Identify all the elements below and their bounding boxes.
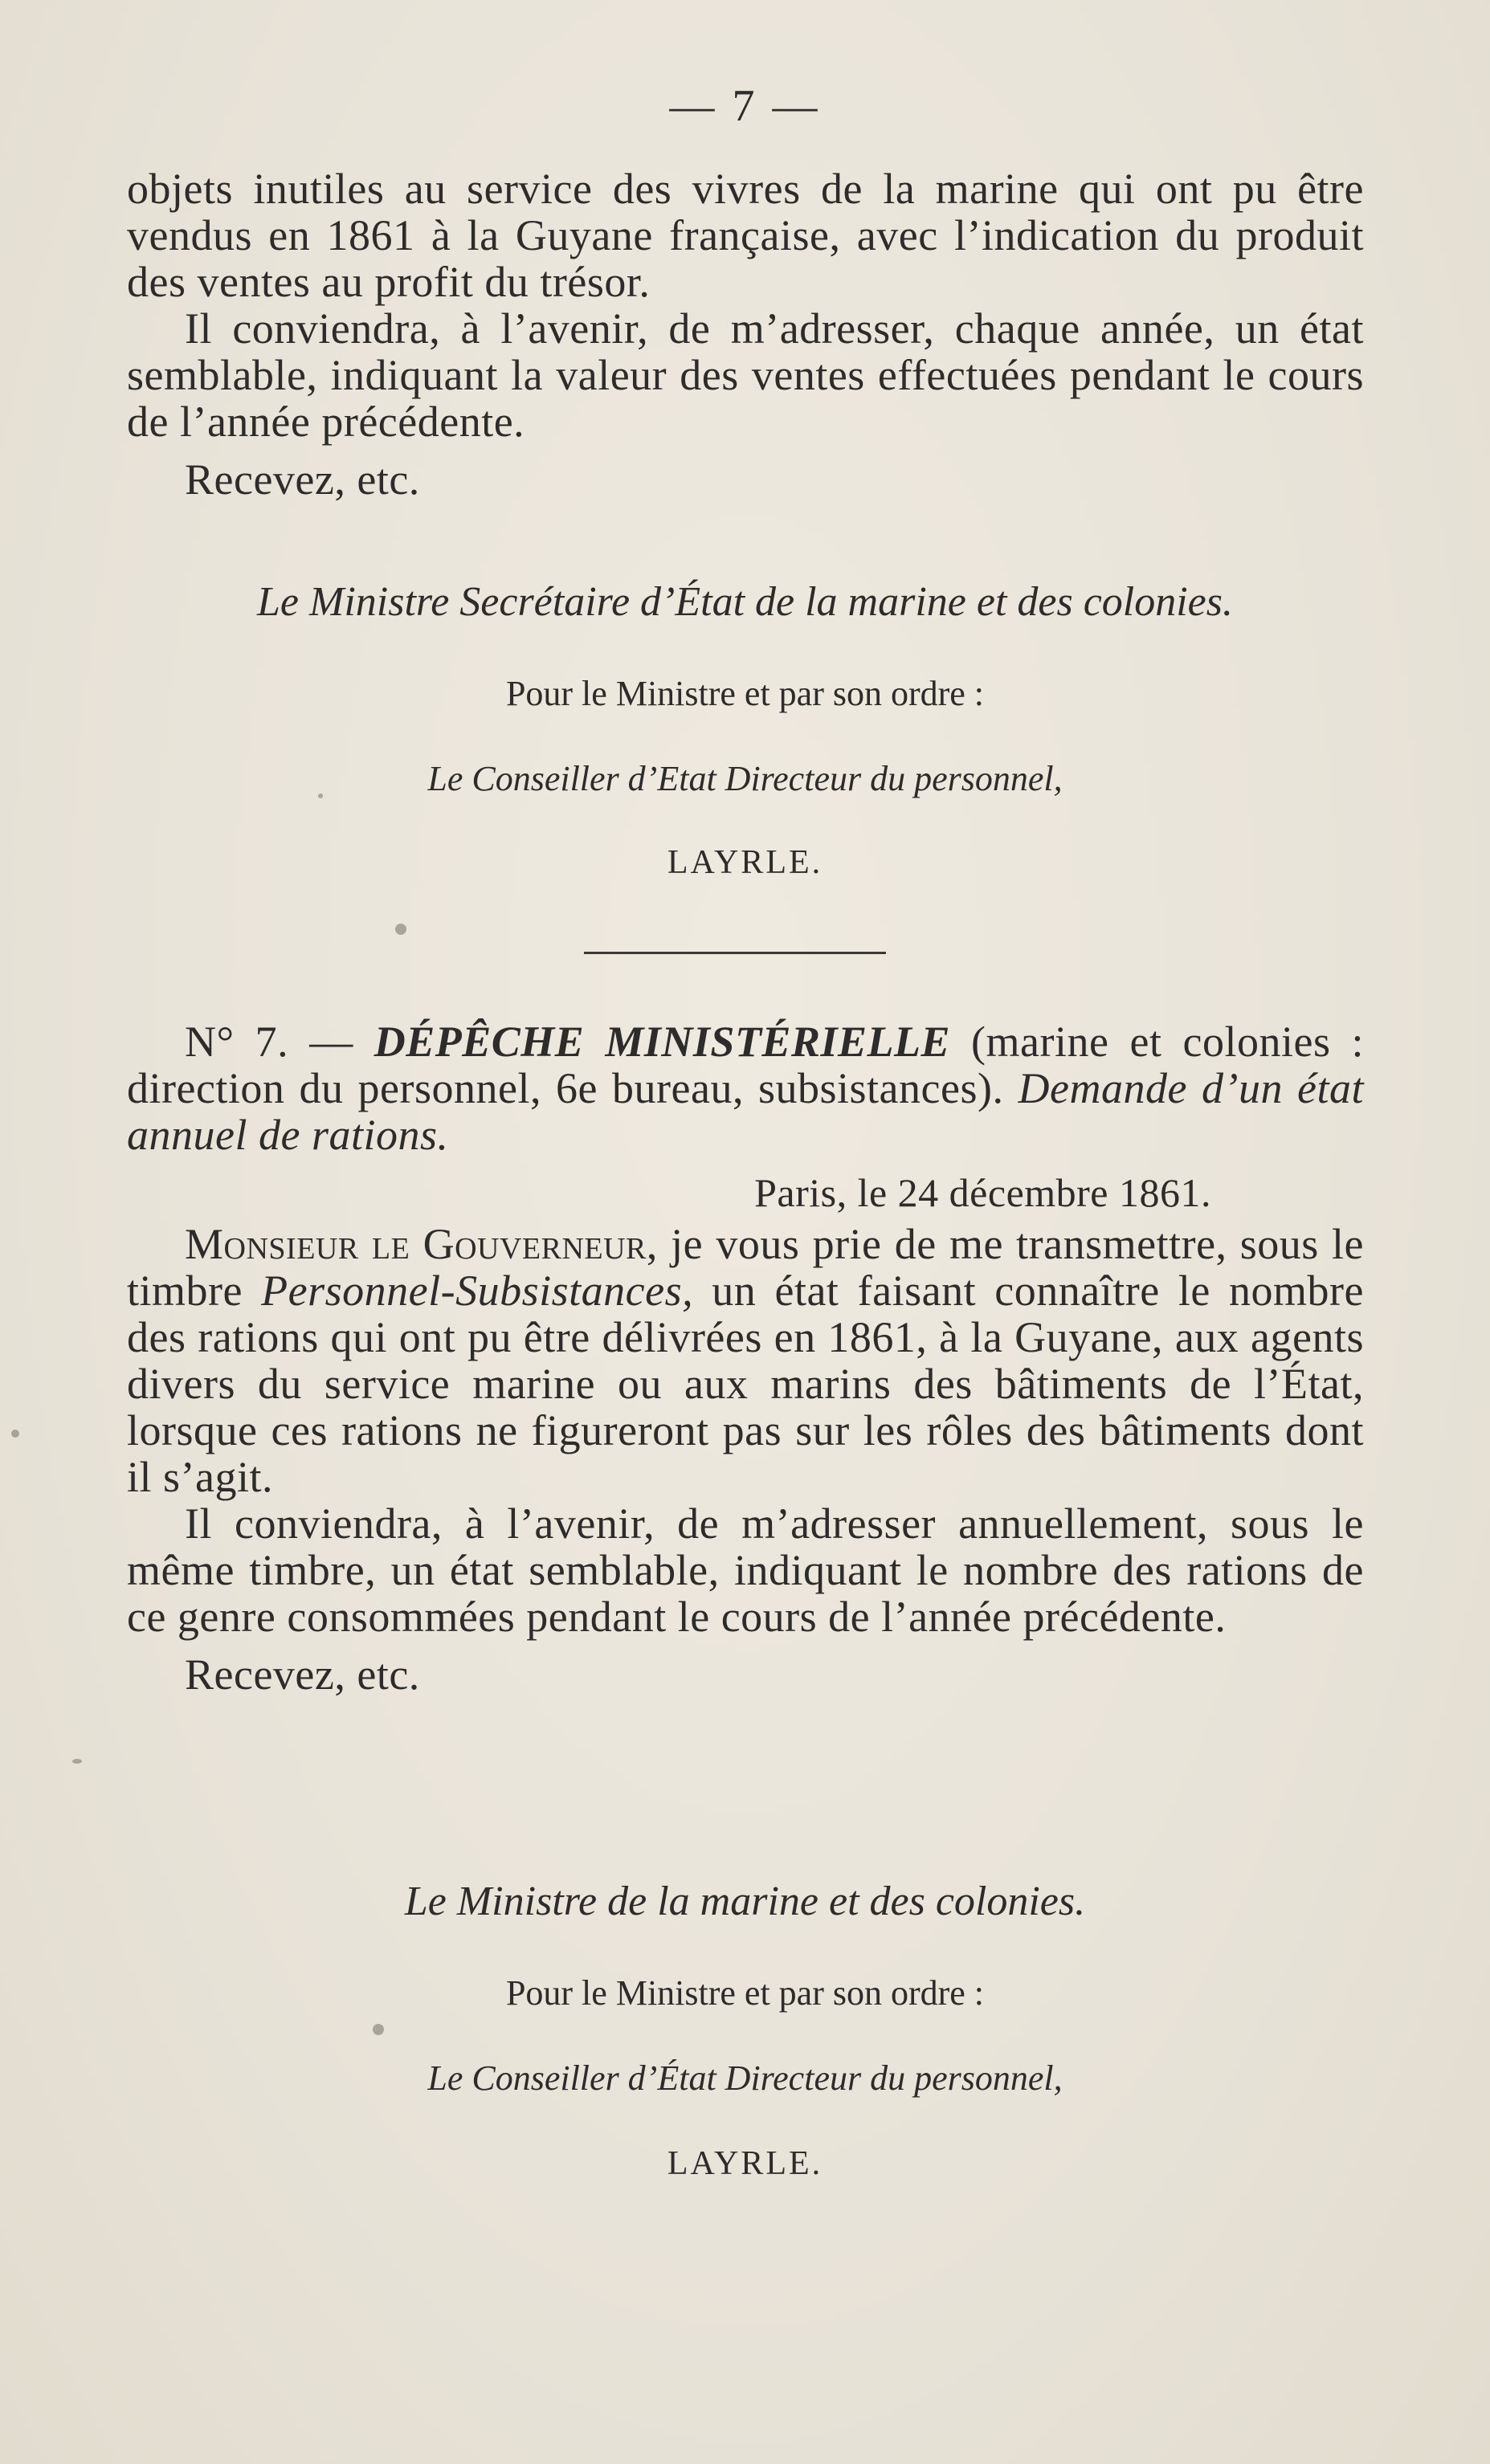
top-text-block <box>127 165 1364 503</box>
signature-2-name: LAYRLE. <box>667 2145 823 2182</box>
dispatch-number: N° 7. — <box>185 1018 353 1066</box>
paper-speck <box>72 1759 82 1764</box>
dispatch-date: Paris, le 24 décembre 1861. <box>754 1170 1211 1215</box>
dispatch-paragraph-2: Il conviendra, à l’avenir, de m’adresser annuellement, sous le même timbre, un état semblable, indiquant le nombre des rations de ce genre consommées pendant le cours de l’année précédente. <box>127 1499 1364 1641</box>
signature-2-pour: Pour le Ministre et par son ordre : <box>505 1973 985 2013</box>
section-divider <box>584 952 886 954</box>
paper-speck <box>395 924 406 935</box>
signature-1-pour: Pour le Ministre et par son ordre : <box>505 674 985 713</box>
dispatch-summary: Demande d’un état annuel de rations. <box>127 1064 1365 1159</box>
signature-2-conseiller: Le Conseiller d’État Directeur du personnel, <box>427 2058 1063 2098</box>
dispatch-salutation: Monsieur le Gouverneur <box>185 1220 647 1268</box>
dispatch-title: DÉPÊCHE MINISTÉRIELLE <box>374 1018 950 1066</box>
dispatch-stamp: Personnel-Subsistances, <box>261 1267 694 1315</box>
signature-1-conseiller: Le Conseiller d’Etat Directeur du personnel, <box>427 759 1063 798</box>
top-paragraph-1: objets inutiles au service des vivres de la marine qui ont pu être vendus en 1861 à la Guyane française, avec l’indication du produit des ventes au profit du trésor. <box>127 165 1364 306</box>
top-paragraph-2: Il conviendra, à l’avenir, de m’adresser, chaque année, un état semblable, indiquant la valeur des ventes effectuées pendant le cours de l’année précédente. <box>127 304 1364 446</box>
signature-1-minister: Le Ministre Secrétaire d’État de la marine et des colonies. <box>257 579 1233 625</box>
dispatch-heading <box>127 1018 1364 1158</box>
dispatch-p1-a: , je vous prie de me transmettre, sous le timbre <box>127 1220 1365 1315</box>
dispatch-subtitle: (marine et colonies : direction du personnel, 6e bureau, subsistances). <box>127 1018 1365 1112</box>
dispatch-closing: Recevez, etc. <box>185 1650 420 1699</box>
dispatch-paragraph-1 <box>127 1221 1364 1500</box>
paper-speck <box>318 793 323 798</box>
signature-1-name: LAYRLE. <box>667 844 823 881</box>
dispatch-text-block <box>127 1018 1364 1698</box>
paper-speck <box>11 1430 19 1438</box>
top-closing: Recevez, etc. <box>185 455 420 504</box>
page-number: — 7 — <box>669 81 821 131</box>
paper-speck <box>373 2024 384 2035</box>
dispatch-p1-b: un état faisant connaître le nombre des rations qui ont pu être délivrées en 1861, à la Guyane, aux agents divers du service marine ou aux marins des bâtiments de l’État, lorsque ces rations ne figureront pas sur les rôles des bâtiments dont il s’agit. <box>127 1267 1364 1501</box>
signature-2-minister: Le Ministre de la marine et des colonies. <box>404 1879 1086 1924</box>
